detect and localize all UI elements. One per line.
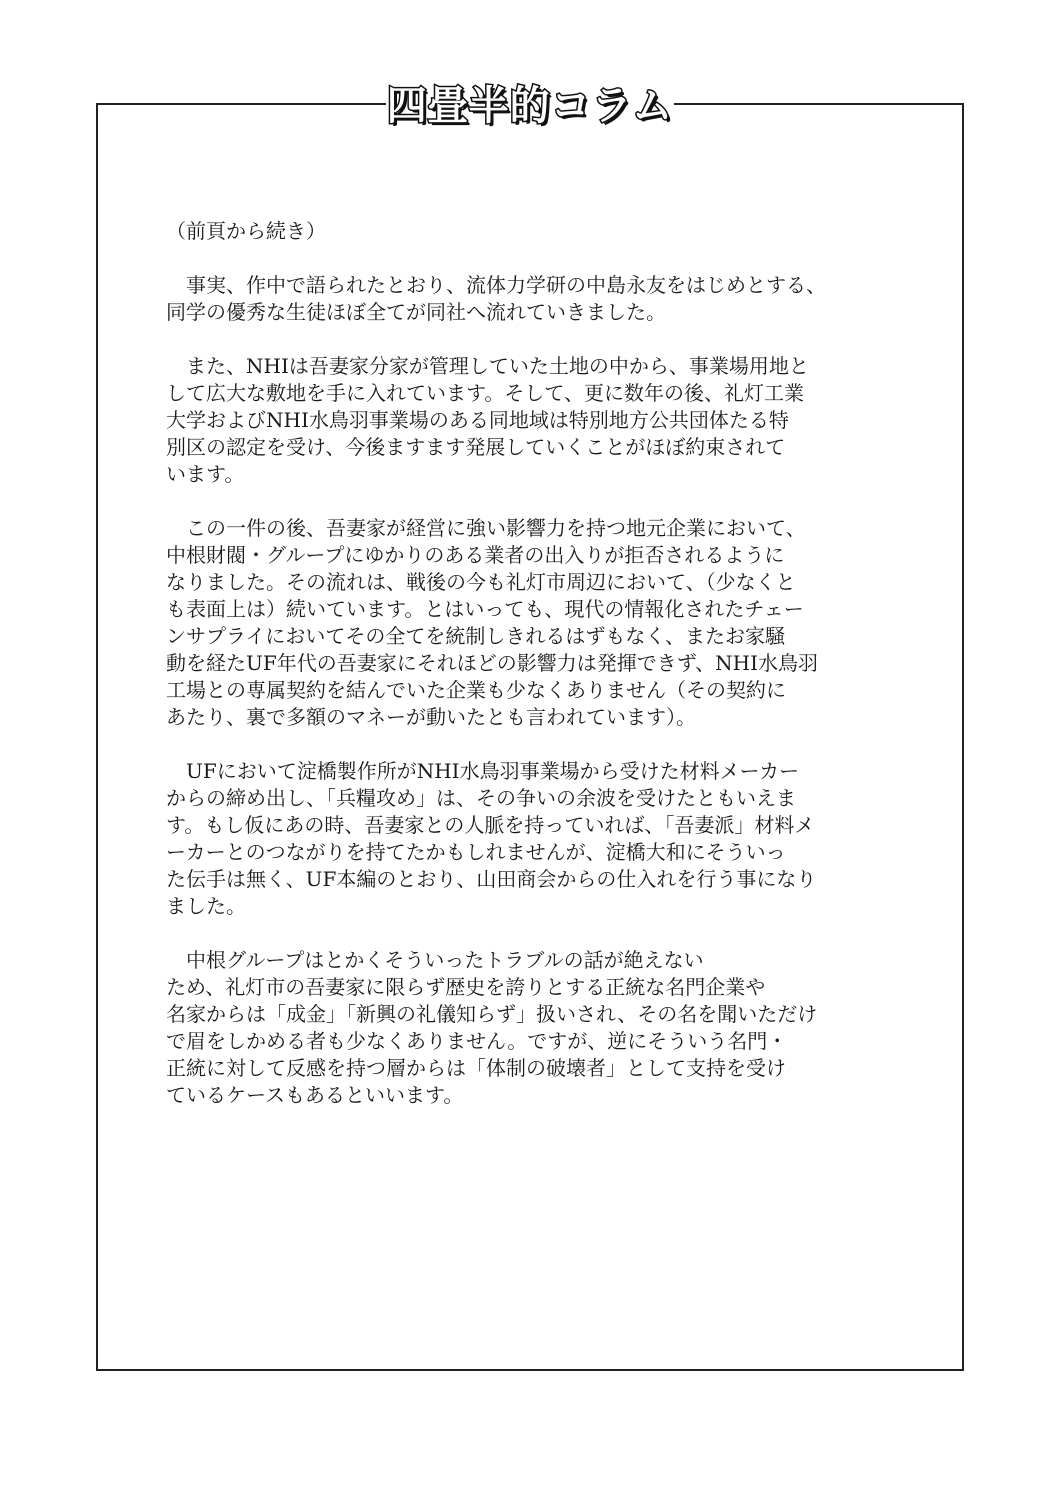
paragraph-line: 同学の優秀な生徒ほぼ全てが同社へ流れていきました。 <box>166 300 666 324</box>
paragraph-line: なりました。その流れは、戦後の今も礼灯市周辺において、（少なくと <box>166 570 796 594</box>
paragraph-line: います。 <box>166 462 245 486</box>
paragraph-line: 中根グループはとかくそういったトラブルの話が絶えない <box>166 948 704 972</box>
paragraph-line: た伝手は無く、UF本編のとおり、山田商会からの仕入れを行う事になり <box>166 867 817 891</box>
paragraph-line: 大学およびNHI水鳥羽事業場のある同地域は特別地方公共団体たる特 <box>166 408 789 432</box>
paragraph-line: ました。 <box>166 894 246 918</box>
paragraph-line: また、NHIは吾妻家分家が管理していた土地の中から、事業場用地と <box>166 354 809 378</box>
continuation-note <box>166 218 906 245</box>
paragraph-5 <box>166 947 906 1109</box>
paragraph-2 <box>166 353 906 488</box>
column-title-banner <box>386 80 674 132</box>
paragraph-line: 正統に対して反感を持つ層からは「体制の破壊者」として支持を受け <box>166 1056 786 1080</box>
paragraph-line: ーカーとのつながりを持てたかもしれませんが、淀橋大和にそういっ <box>166 840 786 864</box>
paragraph-line: して広大な敷地を手に入れています。そして、更に数年の後、礼灯工業 <box>166 381 804 405</box>
column-body <box>166 218 906 1136</box>
paragraph-4 <box>166 758 906 920</box>
paragraph-line: 中根財閥・グループにゆかりのある業者の出入りが拒否されるように <box>166 543 785 567</box>
paragraph-line: ンサプライにおいてその全てを統制しきれるはずもなく、またお家騒 <box>166 624 785 648</box>
paragraph-3 <box>166 515 906 731</box>
paragraph-line: 別区の認定を受け、今後ますます発展していくことがほぼ約束されて <box>166 435 786 459</box>
paragraph-line: 名家からは「成金」「新興の礼儀知らず」扱いされ、その名を聞いただけ <box>166 1002 818 1026</box>
paragraph-line: ているケースもあるといいます。 <box>166 1083 464 1107</box>
paragraph-line: UFにおいて淀橋製作所がNHI水鳥羽事業場から受けた材料メーカー <box>166 759 800 783</box>
paragraph-line: 動を経たUF年代の吾妻家にそれほどの影響力は発揮できず、NHI水鳥羽 <box>166 651 818 675</box>
paragraph-line: 工場との専属契約を結んでいた企業も少なくありません（その契約に <box>166 678 786 702</box>
paragraph-line: からの締め出し、「兵糧攻め」は、その争いの余波を受けたともいえま <box>166 786 796 810</box>
paragraph-line: す。もし仮にあの時、吾妻家との人脈を持っていれば、「吾妻派」材料メ <box>166 813 815 837</box>
paragraph-line: この一件の後、吾妻家が経営に強い影響力を持つ地元企業において、 <box>166 516 806 540</box>
paragraph-line: も表面上は）続いています。とはいっても、現代の情報化されたチェー <box>166 597 804 621</box>
paragraph-line: あたり、裏で多額のマネーが動いたとも言われています）。 <box>166 705 696 729</box>
paragraph-1 <box>166 272 906 326</box>
paragraph-line: ため、礼灯市の吾妻家に限らず歴史を誇りとする正統な名門企業や <box>166 975 766 999</box>
paragraph-line: で眉をしかめる者も少なくありません。ですが、逆にそういう名門・ <box>166 1029 788 1053</box>
continuation-note-text: （前頁から続き） <box>166 219 326 243</box>
column-title: 四畳半的コラム <box>386 83 674 129</box>
paragraph-line: 事実、作中で語られたとおり、流体力学研の中島永友をはじめとする、 <box>166 273 826 297</box>
